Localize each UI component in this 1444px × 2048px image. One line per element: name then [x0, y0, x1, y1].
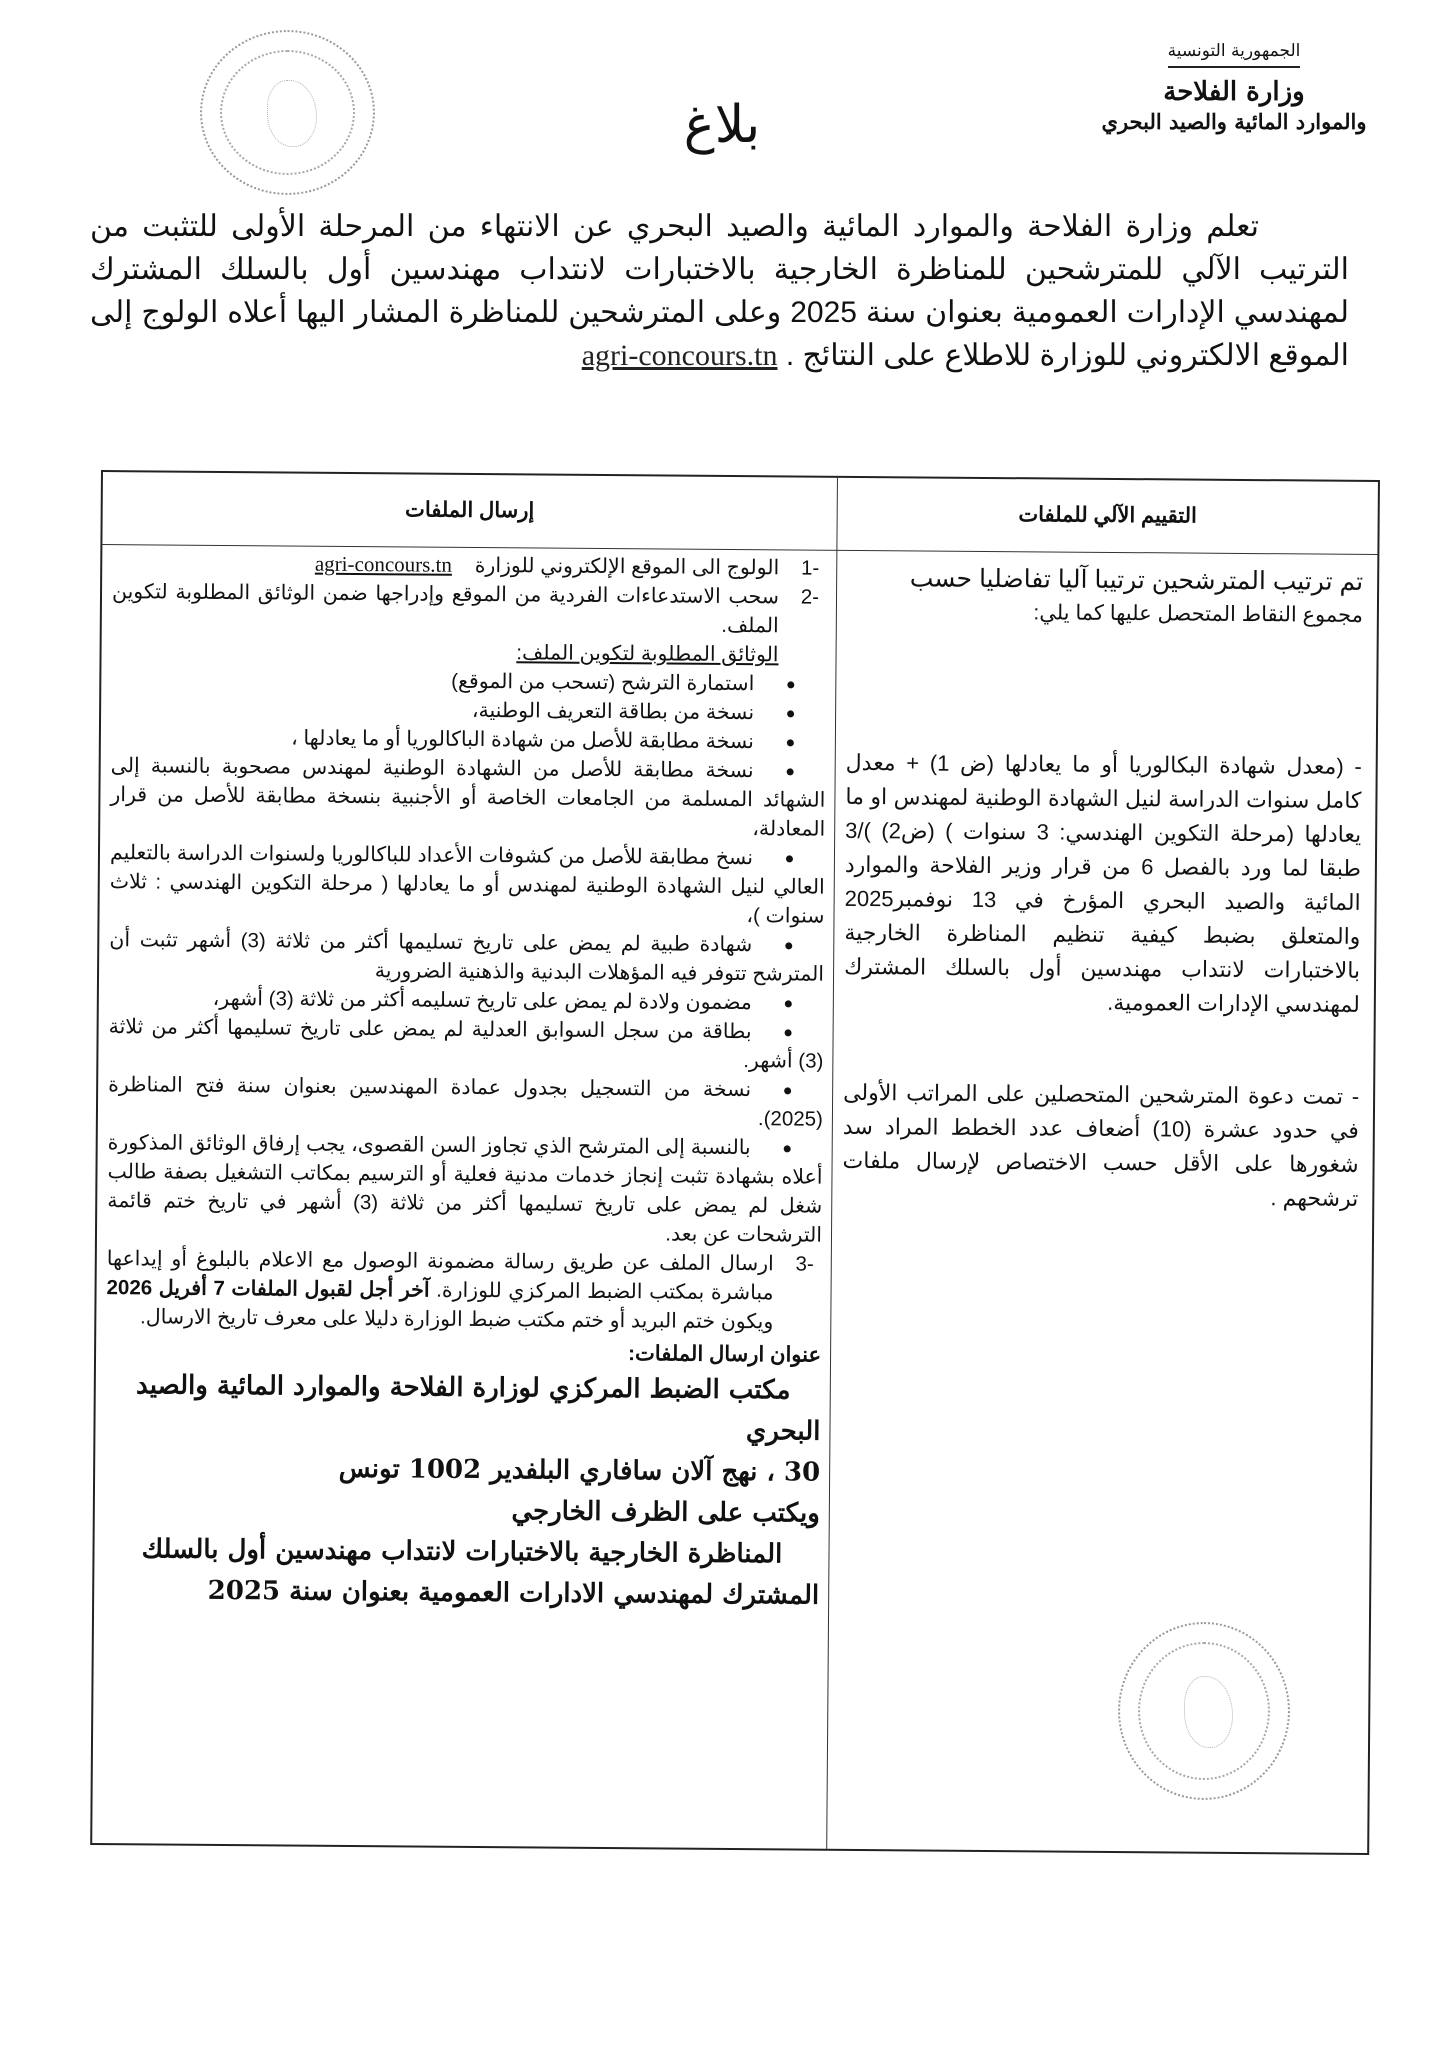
bullet-icon — [785, 1000, 792, 1007]
submission-deadline: آخر أجل لقبول الملفات 7 أفريل 2026 — [106, 1276, 430, 1302]
intro-paragraph — [90, 205, 1349, 377]
document-item — [110, 751, 826, 844]
column-divider — [826, 478, 838, 1849]
bullet-icon — [786, 855, 793, 862]
page-title: بلاغ — [683, 95, 761, 155]
document-text: بطاقة من سجل السوابق العدلية لم يمض على تاريخ تسليمها أكثر من ثلاثة (3) أشهر. — [108, 1015, 824, 1073]
send-files-cell — [104, 548, 827, 1617]
document-text: نسخة من التسجيل بجدول عمادة المهندسين بعنوان سنة فتح المناظرة (2025). — [108, 1073, 824, 1131]
document-text: نسخ مطابقة للأصل من كشوفات الأعداد للباكالوريا ولسنوات الدراسة بالتعليم العالي لنيل الشهادة الوطنية لمهندس أو ما يعادلها ( مرحلة التكوين الهندسي : ثلاث سنوات )، — [109, 841, 825, 928]
document-text: نسخة مطابقة للأصل من شهادة الباكالوريا أو ما يعادلها ، — [291, 726, 754, 754]
ministry-name-line2: والموارد المائية والصيد البحري — [1101, 109, 1367, 134]
step-text: سحب الاستدعاءات الفردية من الموقع وإدراجها ضمن الوثائق المطلوبة لتكوين الملف. — [111, 580, 780, 638]
postmark-note: ويكون ختم البريد أو ختم مكتب ضبط الوزارة دليلا على معرف تاريخ الارسال. — [139, 1305, 774, 1334]
evaluation-cell — [842, 554, 1363, 1216]
document-item — [109, 925, 824, 989]
evaluation-intro: تم ترتيب المترشحين ترتيبا آليا تفاضليا حسب — [909, 564, 1364, 596]
bullet-icon — [787, 768, 794, 775]
document-item — [108, 1070, 823, 1134]
address-street: 30 ، نهج آلان سافاري البلفدير 1002 تونس — [338, 1453, 821, 1488]
document-item — [109, 838, 825, 931]
document-item — [108, 1012, 823, 1076]
document-text: نسخة مطابقة للأصل من الشهادة الوطنية لمهندس مصحوبة بالنسبة إلى الشهائد المسلمة من الجامعات الخاصة أو الأجنبية بنسخة مطابقة للأصل من قرار المعادلة، — [110, 754, 826, 841]
bullet-icon — [787, 681, 794, 688]
invitation-note: - تمت دعوة المترشحين المتحصلين على المراتب الأولى في حدود عشرة (10) أضعاف عدد الخطط المراد سد شغورها على الأقل حسب الاختصاص لإرسال ملفات ترشحهم . — [842, 1079, 1360, 1211]
document-text: استمارة الترشح (تسحب من الموقع) — [451, 669, 755, 696]
mailing-address-block — [104, 1335, 821, 1617]
official-stamp-icon — [1118, 1622, 1290, 1800]
document-item — [107, 1128, 823, 1250]
bullet-icon — [784, 1145, 791, 1152]
bullet-icon — [785, 1029, 792, 1036]
address-office: مكتب الضبط المركزي لوزارة الفلاحة والموارد المائية والصيد البحري — [136, 1370, 821, 1447]
step-text: الولوج الى الموقع الإلكتروني للوزارة — [474, 553, 780, 580]
document-text: نسخة من بطاقة التعريف الوطنية، — [471, 698, 755, 725]
evaluation-intro-cont: مجموع النقاط المتحصل عليها كما يلي: — [1033, 601, 1363, 627]
bullet-icon — [787, 710, 794, 717]
step-number: -1 — [800, 556, 820, 580]
step-2 — [112, 577, 827, 641]
step-number: -3 — [795, 1252, 814, 1276]
envelope-text: المناظرة الخارجية بالاختبارات لانتداب مهندسين أول بالسلك المشترك لمهندسي الادارات العمومية بعنوان سنة 2025 — [141, 1534, 820, 1611]
step-3 — [106, 1244, 822, 1337]
document-text: مضمون ولادة لم يمض على تاريخ تسليمه أكثر من ثلاثة (3) أشهر، — [212, 986, 752, 1015]
bullet-icon — [784, 1087, 791, 1094]
republic-name: الجمهورية التونسية — [1168, 40, 1301, 68]
header-automatic-evaluation: التقييم الآلي للملفات — [1018, 503, 1197, 528]
ministry-website-link[interactable]: agri-concours.tn — [314, 551, 453, 577]
document-text: شهادة طبية لم يمض على تاريخ تسليمها أكثر من ثلاثة (3) أشهر تثبت أن المترشح تتوفر فيه المؤهلات البدنية والذهنية الضرورية — [109, 928, 825, 986]
header-send-files: إرسال الملفات — [405, 498, 535, 523]
envelope-note: ويكتب على الظرف الخارجي — [511, 1496, 820, 1529]
bullet-icon — [787, 739, 794, 746]
bullet-icon — [785, 942, 792, 949]
address-label: عنوان ارسال الملفات: — [628, 1342, 822, 1367]
required-documents-heading: الوثائق المطلوبة لتكوين الملف: — [516, 641, 779, 667]
intro-text: تعلم وزارة الفلاحة والموارد المائية والصيد البحري عن الانتهاء من المرحلة الأولى للتثبت من الترتيب الآلي للمترشحين للمناظرة الخارجية بالاختبارات لانتداب مهندسين أول بالسلك المشترك لمهندسي الإدارات العمومية بعنوان سنة 2025 وعلى المترشحين للمناظرة المشار اليها أعلاه الولوج إلى الموقع الالكتروني للوزارة للاطلاع على النتائج . — [90, 210, 1349, 372]
results-website-link[interactable]: agri-concours.tn — [581, 339, 778, 372]
scoring-formula: - (معدل شهادة البكالوريا أو ما يعادلها (ض 1) + معدل كامل سنوات الدراسة لنيل الشهادة الوطنية لمهندس او ما يعادلها (مرحلة التكوين الهندسي: 3 سنوات ) (ض2) )/3 طبقا لما ورد بالفصل 6 من قرار وزير الفلاحة والموارد المائية والصيد البحري المؤرخ في 13 نوفمبر2025 والمتعلق بضبط كيفية تنظيم المناظرة الخارجية بالاختبارات لانتداب مهندسين أول بالسلك المشترك لمهندسي الإدارات العمومية. — [844, 749, 1362, 1017]
step-text: ارسال الملف عن طريق رسالة مضمونة الوصول مع الاعلام بالبلوغ أو إيداعها مباشرة بمكتب الضبط المركزي للوزارة. — [106, 1247, 774, 1305]
step-number: -2 — [800, 585, 820, 609]
ministry-name: وزارة الفلاحة — [1163, 77, 1305, 107]
document-text: بالنسبة إلى المترشح الذي تجاوز السن القصوى، يجب إرفاق الوثائق المذكورة أعلاه بشهادة تثبت إنجاز خدمات مدنية فعلية أو الترسيم بمكاتب التشغيل بصفة طالب شغل لم يمض على تاريخ تسليمها أكثر من ثلاثة (3) أشهر في تاريخ ختم قائمة الترشحات عن بعد. — [107, 1131, 823, 1247]
